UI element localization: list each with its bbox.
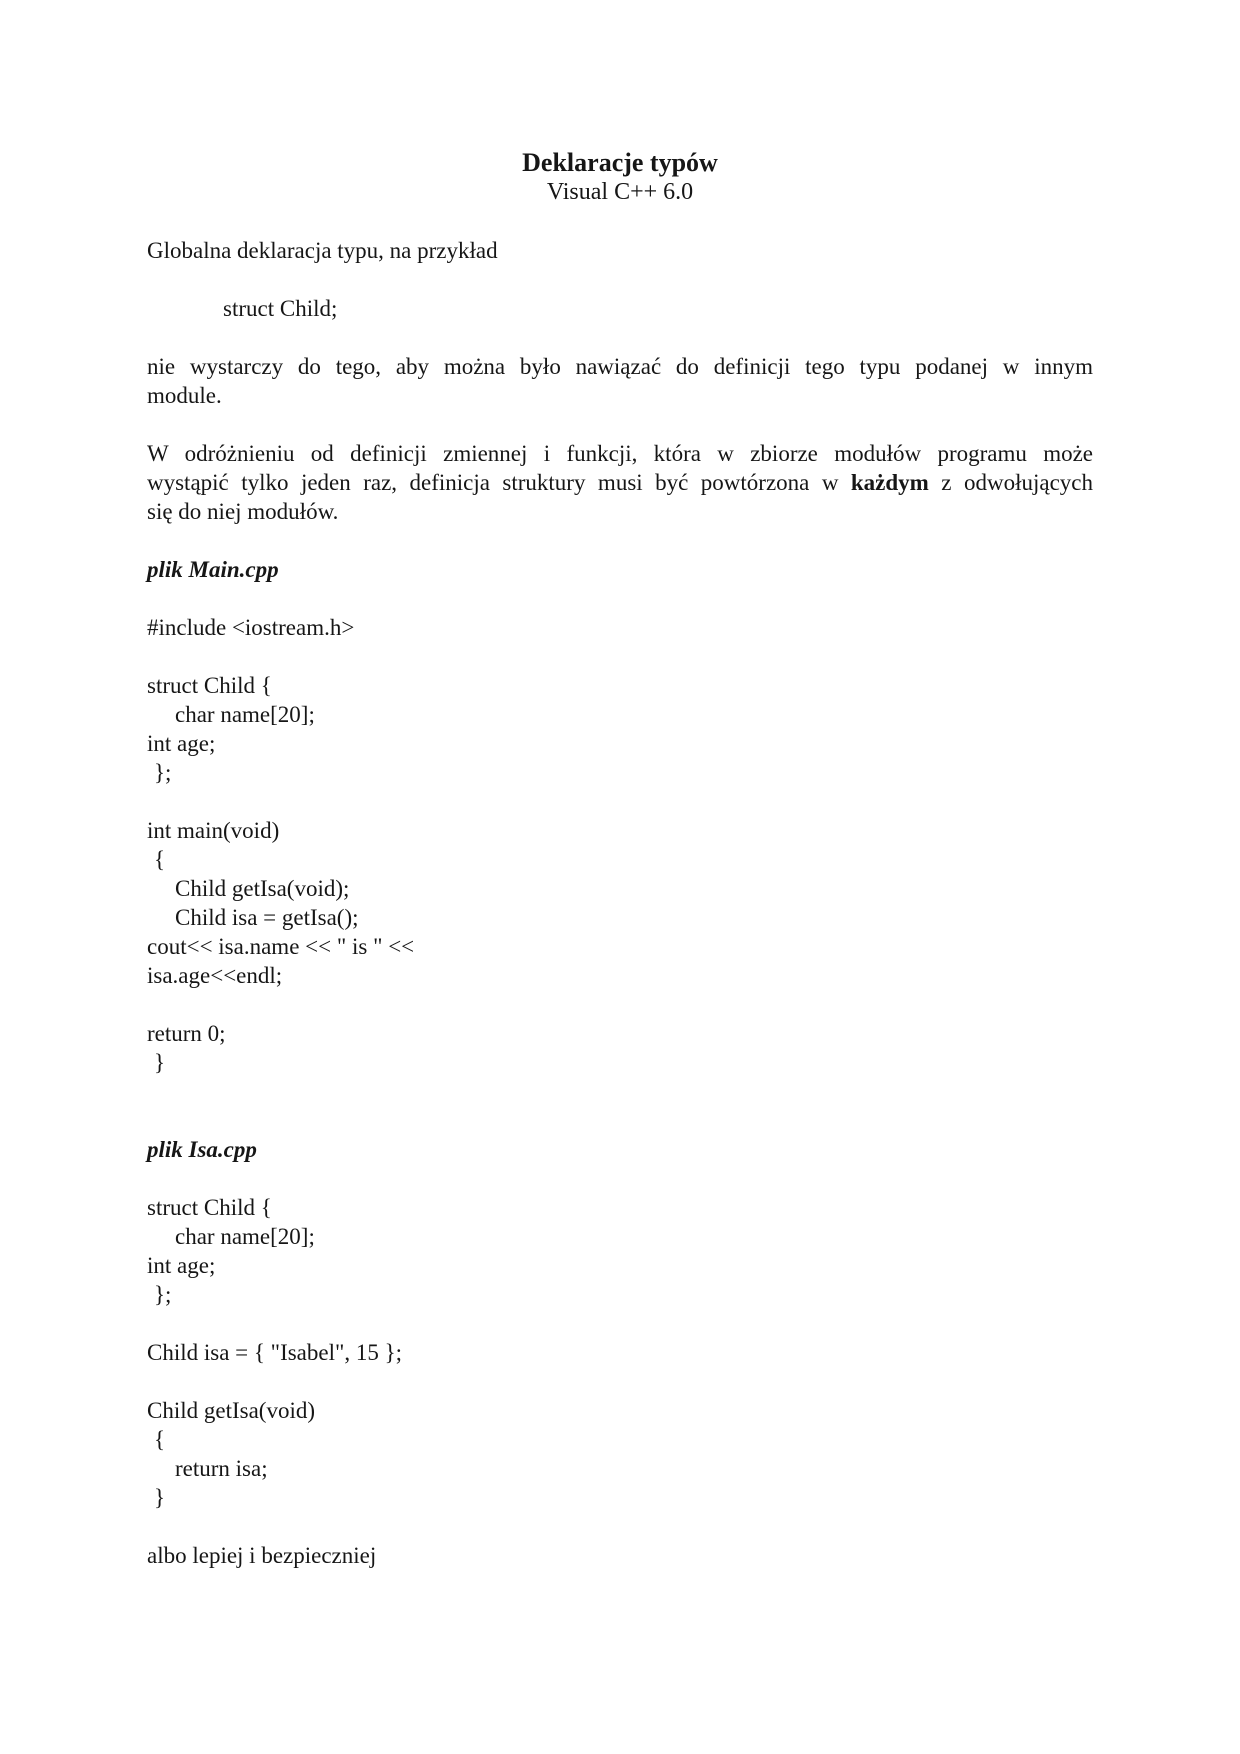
code-line: isa.age<<endl; [147,963,283,988]
paragraph-distinction [147,439,1093,526]
section-heading-main-cpp: plik Main.cpp [147,557,279,582]
section-heading-isa-cpp: plik Isa.cpp [147,1137,257,1162]
code-line [147,787,1093,816]
paragraph-not-enough [147,352,1093,410]
code-line: Child getIsa(void); [175,876,350,901]
paragraph-line [147,468,1093,497]
code-block-isa-cpp [147,1193,1093,1512]
code-line: cout<< isa.name << " is " << [147,934,415,959]
paragraph-line: module. [147,383,222,408]
paragraph-line: W odróżnieniu od definicji zmiennej i funkcji, która w zbiorze modułów programu może [147,441,1093,466]
text-segment: z odwołujących [928,470,1093,495]
paragraph-footer: albo lepiej i bezpieczniej [147,1543,377,1568]
code-line: char name[20]; [175,1224,315,1249]
code-line: int age; [147,1253,216,1278]
code-line: } [154,1485,166,1510]
bold-word-kazdym: każdym [850,470,929,495]
code-line: { [154,847,166,872]
page-title: Deklaracje typów [522,148,718,177]
code-line [147,990,1093,1019]
code-line: return isa; [175,1456,268,1481]
code-declaration-example: struct Child; [223,296,338,321]
paragraph-line: nie wystarczy do tego, aby można było nawiązać do definicji tego typu podanej w innym [147,354,1093,379]
code-line: struct Child { [147,1195,272,1220]
code-line: }; [154,1282,172,1307]
code-line [147,1367,1093,1396]
code-line [147,1309,1093,1338]
code-line: { [154,1427,166,1452]
code-line: Child getIsa(void) [147,1398,315,1423]
code-line [147,642,1093,671]
code-line: struct Child { [147,673,272,698]
paragraph-line: się do niej modułów. [147,499,339,524]
code-line: return 0; [147,1021,226,1046]
document-body [147,0,1093,1570]
code-line: #include <iostream.h> [147,615,355,640]
code-line: char name[20]; [175,702,315,727]
code-block-main-cpp [147,613,1093,1077]
code-line: }; [154,760,172,785]
page-subtitle: Visual C++ 6.0 [546,179,694,205]
code-line: int age; [147,731,216,756]
code-line: Child isa = { "Isabel", 15 }; [147,1340,403,1365]
code-line: Child isa = getIsa(); [175,905,359,930]
text-segment: wystąpić tylko jeden raz, definicja struktury musi być powtórzona w [147,470,851,495]
code-line: int main(void) [147,818,280,843]
paragraph-intro: Globalna deklaracja typu, na przykład [147,238,498,263]
code-line: } [154,1050,166,1075]
